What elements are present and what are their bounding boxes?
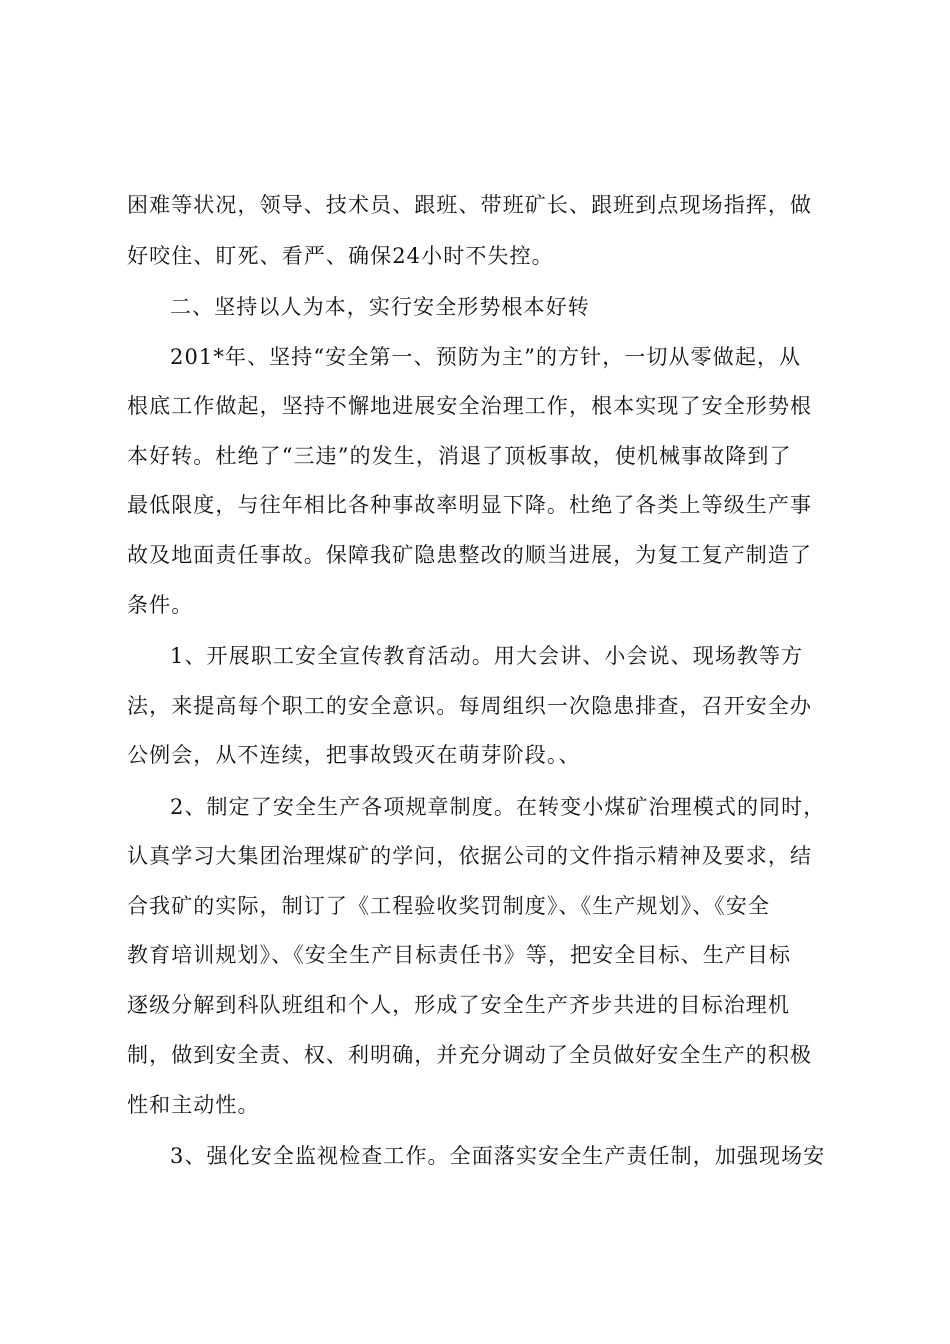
text-line: 最低限度，与往年相比各种事故率明显下降。杜绝了各类上等级生产事 bbox=[127, 493, 813, 517]
section-heading: 二、坚持以人为本，实行安全形势根本好转 bbox=[170, 295, 590, 319]
text-line: 本好转。杜绝了“三违”的发生，消退了顶板事故，使机械事故降到了 bbox=[127, 444, 792, 468]
text-line: 困难等状况，领导、技术员、跟班、带班矿长、跟班到点现场指挥，做 bbox=[127, 193, 813, 217]
text-line: 合我矿的实际，制订了《工程验收奖罚制度》、《生产规划》、《安全 bbox=[127, 894, 771, 918]
text-line: 教育培训规划》、《安全生产目标责任书》等，把安全目标、生产目标 bbox=[127, 943, 792, 967]
text-line: 好咬住、盯死、看严、确保24小时不失控。 bbox=[127, 244, 554, 268]
text-line: 根底工作做起，坚持不懈地进展安全治理工作，根本实现了安全形势根 bbox=[127, 394, 813, 418]
text-line: 公例会，从不连续，把事故毁灭在萌芽阶段。、 bbox=[127, 743, 581, 767]
paragraph-first-line: 3、强化安全监视检查工作。全面落实安全生产责任制，加强现场安 bbox=[170, 1144, 826, 1168]
paragraph-first-line: 201*年、坚持“安全第一、预防为主”的方针，一切从零做起，从 bbox=[170, 345, 802, 369]
text-line: 法，来提高每个职工的安全意识。每周组织一次隐患排查，召开安全办 bbox=[127, 694, 813, 718]
text-line: 认真学习大集团治理煤矿的学问，依据公司的文件指示精神及要求，结 bbox=[127, 844, 813, 868]
text-line: 制，做到安全责、权、利明确，并充分调动了全员做好安全生产的积极 bbox=[127, 1043, 813, 1067]
paragraph-first-line: 1、开展职工安全宣传教育活动。用大会讲、小会说、现场教等方 bbox=[170, 644, 804, 668]
text-line: 条件。 bbox=[127, 593, 194, 617]
text-line: 故及地面责任事故。保障我矿隐患整改的顺当进展，为复工复产制造了 bbox=[127, 543, 813, 567]
text-line: 逐级分解到科队班组和个人，形成了安全生产齐步共进的目标治理机 bbox=[127, 993, 790, 1017]
paragraph-first-line: 2、制定了安全生产各项规章制度。在转变小煤矿治理模式的同时， bbox=[170, 795, 826, 819]
text-line: 性和主动性。 bbox=[127, 1093, 260, 1117]
